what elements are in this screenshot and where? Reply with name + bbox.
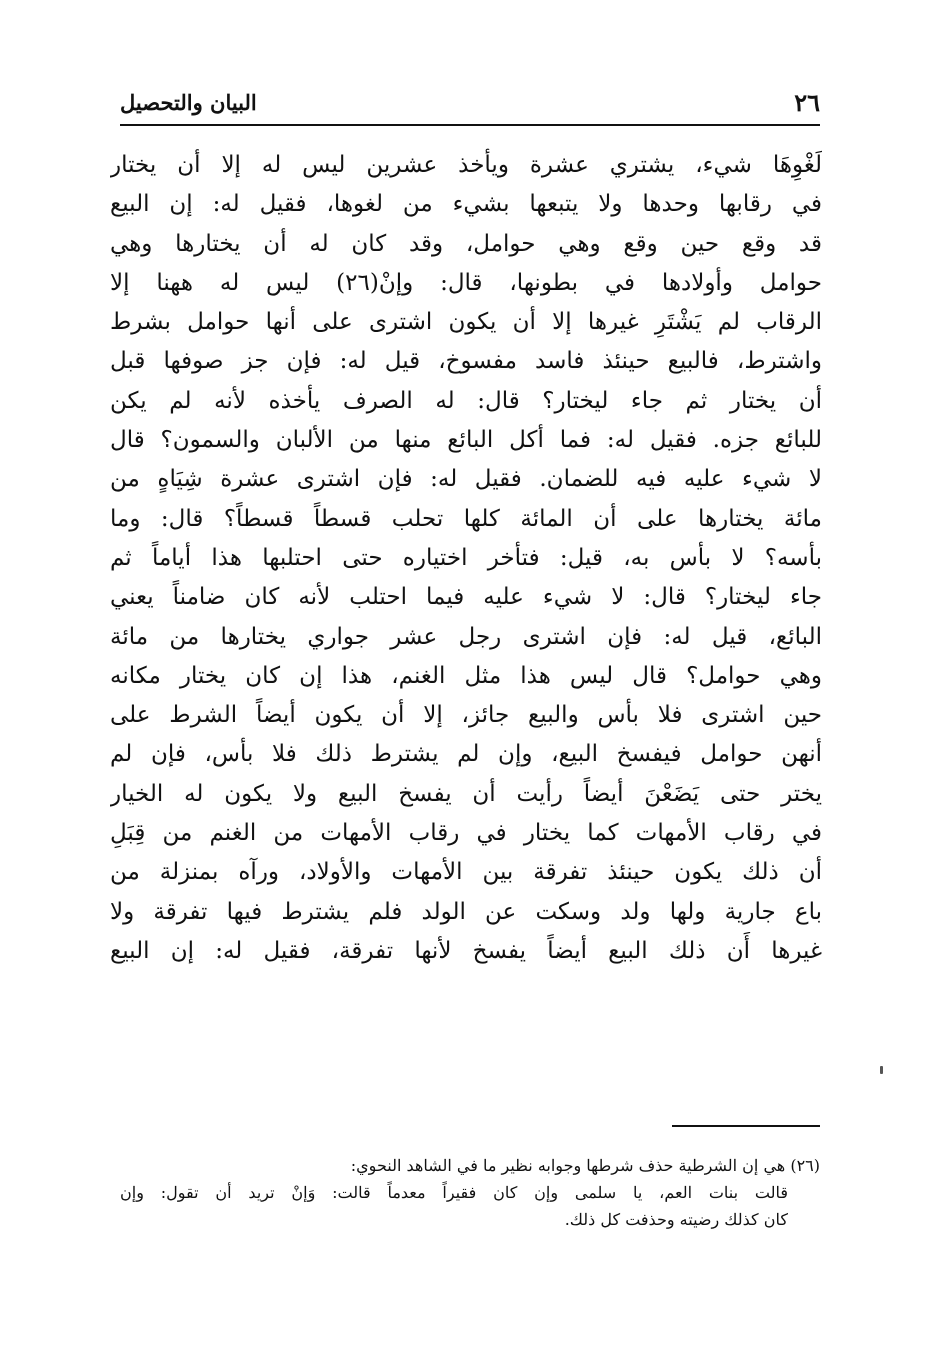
- text-line: البائع، قيل له: فإن اشترى رجل عشر جواري يختارها من مائة: [110, 623, 822, 650]
- text-line: مائة يختارها على أن المائة كلها تحلب قسطاً قسطاً؟ قال: وما: [110, 505, 822, 532]
- text-line: واشترط، فالبيع حينئذ فاسد مفسوخ، قيل له: فإن جز صوفها قبل: [110, 348, 822, 375]
- page-header: [120, 88, 820, 122]
- footnote-divider: [672, 1125, 820, 1127]
- text-line: قد وقع حين وقع وهي حوامل، وقد كان له أن يختارها وهي: [110, 230, 822, 257]
- text-line: حوامل وأولادها في بطونها، قال: وإنْ(٢٦) ليس له ههنا إلا: [110, 269, 822, 296]
- text-line: غيرها أَن ذلك البيع أيضاً يفسخ لأنها تفرقة، فقيل له: إن البيع: [110, 937, 822, 964]
- footnote-line: قالت بنات العم، يا سلمى وإن كان فقيراً معدماً قالت: وَإنْ تريد أن تقول: وإن: [120, 1183, 788, 1202]
- footnotes: [120, 1152, 820, 1233]
- text-line: يختر حتى يَضَعْنَ أيضاً رأيت أن يفسخ البيع ولا يكون له الخيار: [110, 780, 822, 807]
- text-line: لا شيء عليه فيه للضمان. فقيل له: فإن اشترى عشرة شِيَاهٍ من: [110, 466, 822, 493]
- footnote-line: كان كذلك رضيته وحذفت كل ذلك.: [564, 1210, 788, 1229]
- main-text: [110, 146, 822, 971]
- text-line: باع جارية ولها ولد وسكت عن الولد فلم يشترط فيها تفرقة ولا: [110, 898, 822, 925]
- running-title: البيان والتحصيل: [120, 90, 257, 115]
- text-line: في رقابها وحدها ولا يتبعها بشيء من لغوها، فقيل له: إن البيع: [110, 191, 822, 218]
- text-line: الرقاب لم يَشْتَرِ غيرها إلا أن يكون اشترى على أنها حوامل بشرط: [110, 309, 822, 336]
- page-number: ٢٦: [794, 88, 820, 117]
- text-line: أن ذلك يكون حينئذ تفرقة بين الأمهات والأولاد، ورآه بمنزلة من: [110, 859, 822, 886]
- text-line: لَغْوِهَا شيء، يشتري عشرة ويأخذ عشرين ليس له إلا أن يختار: [110, 152, 822, 178]
- text-line: جاء ليختار؟ قال: لا شيء عليه فيما احتلب لأنه كان ضامناً يعني: [110, 584, 822, 611]
- header-divider: [120, 124, 820, 126]
- text-line: أن يختار ثم جاء ليختار؟ قال: له الصرف يأخذه لأنه لم يكن: [110, 387, 822, 414]
- text-line: بأسه؟ لا بأس به، قيل: فتأخر اختياره حتى احتلبها هذا أياماً ثم: [110, 544, 822, 571]
- margin-mark: [880, 1066, 883, 1074]
- text-line: في رقاب الأمهات كما يختار في رقاب الأمهات من الغنم من قِبَلِ: [110, 820, 822, 847]
- footnote-line: (٢٦) هي إن الشرطية حذف شرطها وجوابه نظير ما في الشاهد النحوي:: [350, 1156, 820, 1175]
- text-line: للبائع جزه. فقيل له: فما أكل البائع منها من الألبان والسمون؟ قال: [110, 427, 822, 454]
- text-line: وهي حوامل؟ قال ليس هذا مثل الغنم، هذا إن كان يختار مكانه: [110, 662, 822, 689]
- text-line: أنهن حوامل فيفسخ البيع، وإن لم يشترط ذلك فلا بأس، فإن لم: [110, 741, 822, 768]
- text-line: حين اشترى فلا بأس والبيع جائز، إلا أن يكون أيضاً الشرط على: [110, 702, 822, 729]
